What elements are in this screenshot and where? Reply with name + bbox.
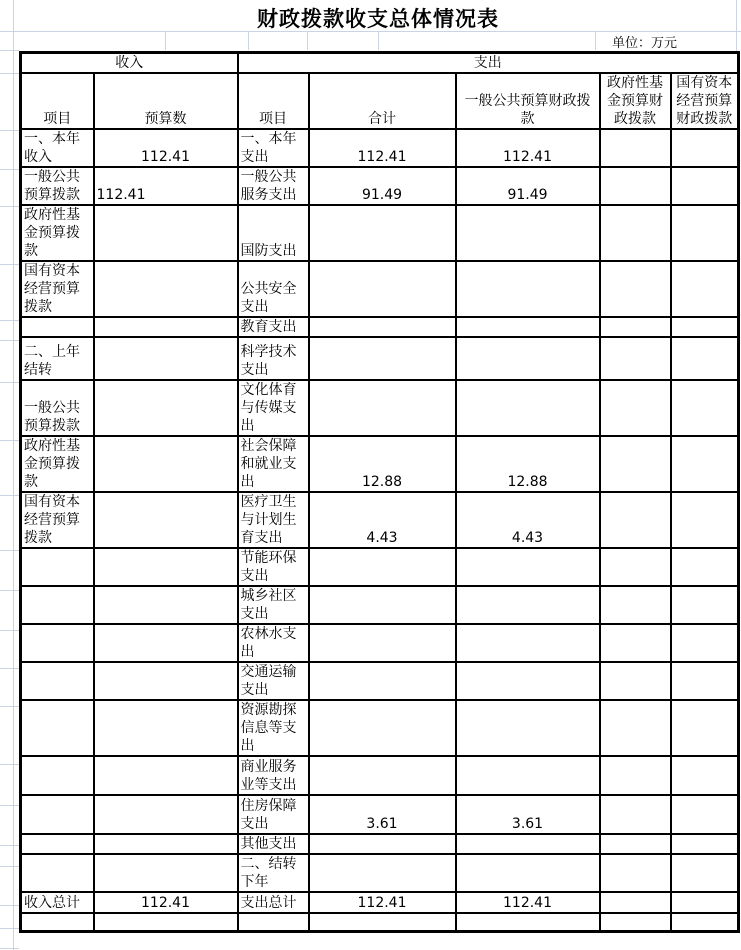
table-cell[interactable] — [309, 586, 456, 624]
table-cell[interactable] — [21, 756, 94, 795]
sheet-gridline — [0, 866, 19, 867]
table-row — [21, 317, 739, 337]
table-cell[interactable] — [21, 586, 94, 624]
sheet-gridline — [0, 264, 19, 265]
group-header-row — [21, 53, 739, 74]
table-cell[interactable] — [600, 492, 671, 548]
table-row — [21, 756, 739, 795]
table-cell[interactable] — [21, 834, 94, 854]
table-cell[interactable] — [671, 834, 739, 854]
table-cell[interactable] — [94, 586, 238, 624]
table-row — [21, 586, 739, 624]
sheet-gridline — [0, 340, 19, 341]
table-cell[interactable]: 112.41 — [94, 892, 238, 913]
table-cell[interactable]: 91.49 — [456, 167, 600, 205]
table-cell[interactable] — [94, 380, 238, 436]
sheet-gridline — [0, 905, 19, 906]
table-cell[interactable] — [600, 261, 671, 317]
table-cell[interactable]: 资源勘探信息等支出 — [238, 700, 309, 756]
budget-table — [19, 51, 740, 933]
table-cell[interactable] — [671, 756, 739, 795]
sheet-gridline — [0, 73, 19, 74]
table-cell[interactable] — [456, 261, 600, 317]
table-cell[interactable] — [600, 624, 671, 662]
table-row — [21, 795, 739, 834]
table-cell[interactable] — [21, 624, 94, 662]
column-header-general-public-budget: 一般公共预算财政拨款 — [456, 73, 600, 129]
column-header-row — [21, 73, 739, 129]
table-cell[interactable] — [600, 167, 671, 205]
sheet-gridline — [0, 630, 19, 631]
table-cell[interactable] — [94, 913, 238, 931]
table-cell[interactable]: 支出总计 — [238, 892, 309, 913]
column-header-state-capital-budget: 国有资本经营预算财政拨款 — [671, 73, 739, 129]
table-cell[interactable] — [456, 586, 600, 624]
table-cell[interactable] — [309, 756, 456, 795]
sheet-gridline — [0, 50, 19, 51]
table-cell[interactable]: 3.61 — [456, 795, 600, 834]
sheet-gridline — [0, 845, 19, 846]
table-cell[interactable] — [21, 913, 94, 931]
table-cell[interactable]: 一般公共预算拨款 — [21, 167, 94, 205]
table-cell[interactable] — [600, 129, 671, 167]
table-cell[interactable] — [456, 700, 600, 756]
sheet-gridline — [307, 31, 308, 50]
page-title: 财政拨款收支总体情况表 — [257, 7, 499, 31]
table-cell[interactable]: 4.43 — [456, 492, 600, 548]
sheet-gridline — [0, 550, 19, 551]
table-row — [21, 129, 739, 167]
table-row — [21, 834, 739, 854]
table-row — [21, 205, 739, 261]
table-cell[interactable] — [600, 854, 671, 892]
table-cell[interactable] — [456, 913, 600, 931]
sheet-gridline — [378, 31, 379, 50]
table-cell[interactable]: 国有资本经营预算拨款 — [21, 492, 94, 548]
table-row — [21, 700, 739, 756]
table-cell[interactable] — [600, 548, 671, 586]
table-cell[interactable] — [600, 662, 671, 700]
table-row — [21, 913, 739, 931]
sheet-gridline — [0, 320, 19, 321]
table-cell[interactable]: 政府性基金预算拨款 — [21, 205, 94, 261]
table-cell[interactable] — [456, 854, 600, 892]
table-cell[interactable] — [94, 624, 238, 662]
table-cell[interactable] — [94, 548, 238, 586]
table-row — [21, 380, 739, 436]
sheet-gridline — [0, 382, 19, 383]
table-row — [21, 167, 739, 205]
table-cell[interactable]: 12.88 — [309, 436, 456, 492]
table-cell[interactable]: 政府性基金预算拨款 — [21, 436, 94, 492]
table-cell[interactable]: 城乡社区支出 — [238, 586, 309, 624]
table-cell[interactable] — [309, 317, 456, 337]
table-cell[interactable]: 社会保障和就业支出 — [238, 436, 309, 492]
table-cell[interactable] — [600, 205, 671, 261]
table-cell[interactable] — [309, 548, 456, 586]
table-cell[interactable]: 国有资本经营预算拨款 — [21, 261, 94, 317]
table-cell[interactable]: 112.41 — [94, 129, 238, 167]
table-cell[interactable] — [600, 436, 671, 492]
sheet-gridline — [0, 948, 19, 949]
table-cell[interactable] — [600, 380, 671, 436]
table-cell[interactable] — [671, 261, 739, 317]
table-cell[interactable] — [309, 834, 456, 854]
table-cell[interactable] — [94, 492, 238, 548]
table-cell[interactable] — [238, 913, 309, 931]
table-cell[interactable] — [456, 834, 600, 854]
table-cell[interactable] — [94, 337, 238, 380]
table-cell[interactable] — [456, 205, 600, 261]
table-cell[interactable] — [671, 662, 739, 700]
sheet-gridline — [0, 805, 19, 806]
table-cell[interactable] — [309, 624, 456, 662]
table-cell[interactable] — [456, 624, 600, 662]
table-cell[interactable] — [94, 854, 238, 892]
table-cell[interactable] — [309, 261, 456, 317]
table-cell[interactable] — [21, 662, 94, 700]
expense-group-header: 支出 — [238, 53, 739, 74]
table-cell[interactable] — [309, 700, 456, 756]
table-cell[interactable] — [600, 317, 671, 337]
sheet-gridline — [165, 31, 166, 50]
table-cell[interactable] — [671, 795, 739, 834]
table-cell[interactable] — [671, 317, 739, 337]
table-cell[interactable] — [456, 756, 600, 795]
table-cell[interactable]: 112.41 — [456, 129, 600, 167]
table-cell[interactable]: 112.41 — [456, 892, 600, 913]
table-cell[interactable] — [21, 854, 94, 892]
income-group-header: 收入 — [21, 53, 238, 74]
table-cell[interactable]: 收入总计 — [21, 892, 94, 913]
column-header-gov-fund-budget: 政府性基金预算财政拨款 — [600, 73, 671, 129]
table-cell[interactable]: 91.49 — [309, 167, 456, 205]
table-cell[interactable] — [671, 436, 739, 492]
table-cell[interactable] — [21, 548, 94, 586]
sheet-gridline — [0, 495, 19, 496]
table-cell[interactable]: 交通运输支出 — [238, 662, 309, 700]
table-cell[interactable] — [94, 834, 238, 854]
table-cell[interactable] — [600, 700, 671, 756]
table-cell[interactable]: 一般公共预算拨款 — [21, 380, 94, 436]
table-cell[interactable] — [671, 167, 739, 205]
table-cell[interactable] — [671, 129, 739, 167]
table-cell[interactable] — [671, 854, 739, 892]
sheet-gridline — [595, 31, 596, 50]
column-header-total: 合计 — [309, 73, 456, 129]
sheet-gridline — [0, 668, 19, 669]
table-cell[interactable]: 医疗卫生与计划生育支出 — [238, 492, 309, 548]
table-cell[interactable] — [671, 548, 739, 586]
table-row — [21, 492, 739, 548]
table-cell[interactable]: 二、上年结转 — [21, 337, 94, 380]
table-cell[interactable]: 112.41 — [309, 129, 456, 167]
table-cell[interactable]: 12.88 — [456, 436, 600, 492]
table-cell[interactable] — [671, 492, 739, 548]
table-cell[interactable] — [94, 756, 238, 795]
table-cell[interactable] — [600, 337, 671, 380]
table-cell[interactable] — [456, 662, 600, 700]
sheet-gridline — [0, 169, 19, 170]
table-cell[interactable] — [671, 700, 739, 756]
table-cell[interactable]: 节能环保支出 — [238, 548, 309, 586]
sheet-gridline — [0, 130, 19, 131]
sheet-gridline — [0, 440, 19, 441]
table-cell[interactable] — [456, 317, 600, 337]
table-cell[interactable] — [309, 662, 456, 700]
table-cell[interactable] — [671, 913, 739, 931]
table-row — [21, 854, 739, 892]
table-cell[interactable]: 文化体育与传媒支出 — [238, 380, 309, 436]
sheet-gridline — [0, 206, 19, 207]
table-cell[interactable] — [671, 337, 739, 380]
table-cell[interactable] — [671, 586, 739, 624]
table-cell[interactable] — [94, 700, 238, 756]
table-cell[interactable]: 其他支出 — [238, 834, 309, 854]
table-cell[interactable]: 农林水支出 — [238, 624, 309, 662]
table-cell[interactable] — [600, 913, 671, 931]
table-row — [21, 436, 739, 492]
table-cell[interactable] — [600, 756, 671, 795]
table-cell[interactable]: 一、本年收入 — [21, 129, 94, 167]
table-cell[interactable]: 一、本年支出 — [238, 129, 309, 167]
sheet-gridline — [0, 590, 19, 591]
table-cell[interactable] — [94, 662, 238, 700]
table-cell[interactable]: 一般公共服务支出 — [238, 167, 309, 205]
table-row — [21, 261, 739, 317]
table-cell[interactable] — [94, 261, 238, 317]
table-cell[interactable] — [600, 892, 671, 913]
table-cell[interactable] — [671, 380, 739, 436]
table-cell[interactable]: 公共安全支出 — [238, 261, 309, 317]
table-cell[interactable] — [21, 795, 94, 834]
column-header-budget-amount: 预算数 — [94, 73, 238, 129]
table-row — [21, 337, 739, 380]
table-cell[interactable]: 112.41 — [309, 892, 456, 913]
table-cell[interactable]: 科学技术支出 — [238, 337, 309, 380]
totals-row — [21, 892, 739, 913]
table-cell[interactable] — [309, 854, 456, 892]
sheet-gridline — [0, 928, 19, 929]
table-cell[interactable] — [671, 205, 739, 261]
table-cell[interactable] — [600, 586, 671, 624]
table-cell[interactable] — [456, 337, 600, 380]
table-cell[interactable]: 112.41 — [94, 167, 238, 205]
table-cell[interactable] — [94, 317, 238, 337]
sheet-gridline — [0, 706, 19, 707]
table-cell[interactable]: 3.61 — [309, 795, 456, 834]
sheet-gridline — [13, 0, 14, 950]
table-cell[interactable] — [94, 795, 238, 834]
column-header-income-item: 项目 — [21, 73, 94, 129]
table-row — [21, 662, 739, 700]
sheet-gridline — [0, 764, 19, 765]
table-cell[interactable] — [309, 337, 456, 380]
table-cell[interactable]: 住房保障支出 — [238, 795, 309, 834]
table-row — [21, 548, 739, 586]
table-cell[interactable]: 二、结转下年 — [238, 854, 309, 892]
table-cell[interactable]: 教育支出 — [238, 317, 309, 337]
column-header-expense-item: 项目 — [238, 73, 309, 129]
unit-note: 单位：万元 — [612, 36, 678, 51]
table-cell[interactable]: 国防支出 — [238, 205, 309, 261]
table-cell[interactable] — [21, 317, 94, 337]
table-cell[interactable]: 4.43 — [309, 492, 456, 548]
table-cell[interactable]: 商业服务业等支出 — [238, 756, 309, 795]
table-cell[interactable] — [94, 436, 238, 492]
table-cell[interactable] — [600, 834, 671, 854]
table-cell[interactable] — [21, 700, 94, 756]
table-cell[interactable] — [671, 624, 739, 662]
table-cell[interactable] — [456, 380, 600, 436]
table-cell[interactable] — [456, 548, 600, 586]
table-cell[interactable] — [309, 205, 456, 261]
table-cell[interactable] — [671, 892, 739, 913]
table-cell[interactable] — [309, 380, 456, 436]
table-cell[interactable] — [600, 795, 671, 834]
table-cell[interactable] — [309, 913, 456, 931]
table-row — [21, 624, 739, 662]
sheet-gridline — [248, 31, 249, 50]
table-cell[interactable] — [94, 205, 238, 261]
